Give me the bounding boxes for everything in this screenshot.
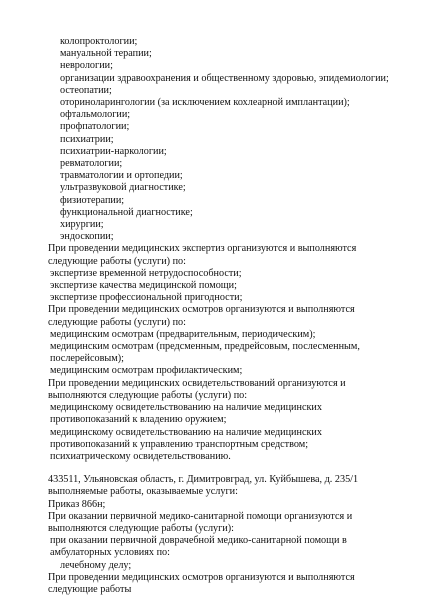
list-item: медицинскому освидетельствованию на наличие медицинских противопоказаний к управлению транспортным средством; [50,426,322,450]
list-item: травматологии и ортопедии; [60,170,183,182]
list-item: мануальной терапии; [60,48,152,60]
section-heading: При проведении медицинских освидетельствований организуются и выполняются следующие работы (услуги) по: [48,377,346,401]
list-item: медицинскому освидетельствованию на наличие медицинских противопоказаний к владению оружием; [50,402,322,426]
list-item: организации здравоохранения и общественному здоровью, эпидемиологии; [60,72,389,84]
list-item: ультразвуковой диагностике; [60,182,186,194]
subsection-heading: при оказании первичной доврачебной медико-санитарной помощи в амбулаторных условиях по: [50,535,347,559]
list-item: медицинским осмотрам (предсменным, предрейсовым, послесменным, послерейсовым); [50,341,360,365]
section-heading: При оказании первичной медико-санитарной помощи организуются и выполняются следующие работы (услуги): [48,510,353,534]
list-item: психиатрии; [60,133,114,145]
list-item: ревматологии; [60,158,123,170]
list-item: экспертизе временной нетрудоспособности; [50,267,242,279]
list-item: неврологии; [60,60,113,72]
license-text [48,36,404,596]
list-item: функциональной диагностике; [60,206,193,218]
list-item: экспертизе качества медицинской помощи; [50,280,237,292]
list-item: лечебному делу; [60,559,132,571]
address: 433511, Ульяновская область, г. Димитровград, ул. Куйбышева, д. 235/1 [48,474,359,486]
list-item: эндоскопии; [60,231,114,243]
section-heading: При проведении медицинских осмотров организуются и выполняются следующие работы [48,571,355,595]
list-item: физиотерапии; [60,194,125,206]
list-item: офтальмологии; [60,109,131,121]
list-item: медицинским осмотрам профилактическим; [50,365,243,377]
section-gap [48,463,404,474]
section-heading: При проведении медицинских осмотров организуются и выполняются следующие работы (услуги) по: [48,304,355,328]
order-ref: Приказ 866н; [48,498,106,510]
list-item: остеопатии; [60,84,112,96]
list-item: медицинским осмотрам (предварительным, периодическим); [50,328,316,340]
list-item: хирургии; [60,219,104,231]
section-heading: При проведении медицинских экспертиз организуются и выполняются следующие работы (услуги) по: [48,243,357,267]
list-item: психиатрическому освидетельствованию. [50,450,231,462]
services-list [48,36,404,243]
list-item: колопроктологии; [60,36,138,47]
list-item: профпатологии; [60,121,130,133]
list-item: экспертизе профессиональной пригодности; [50,292,243,304]
list-item: оториноларингологии (за исключением кохлеарной имплантации); [60,97,350,109]
works-label: выполняемые работы, оказываемые услуги: [48,486,238,498]
list-item: психиатрии-наркологии; [60,145,167,157]
